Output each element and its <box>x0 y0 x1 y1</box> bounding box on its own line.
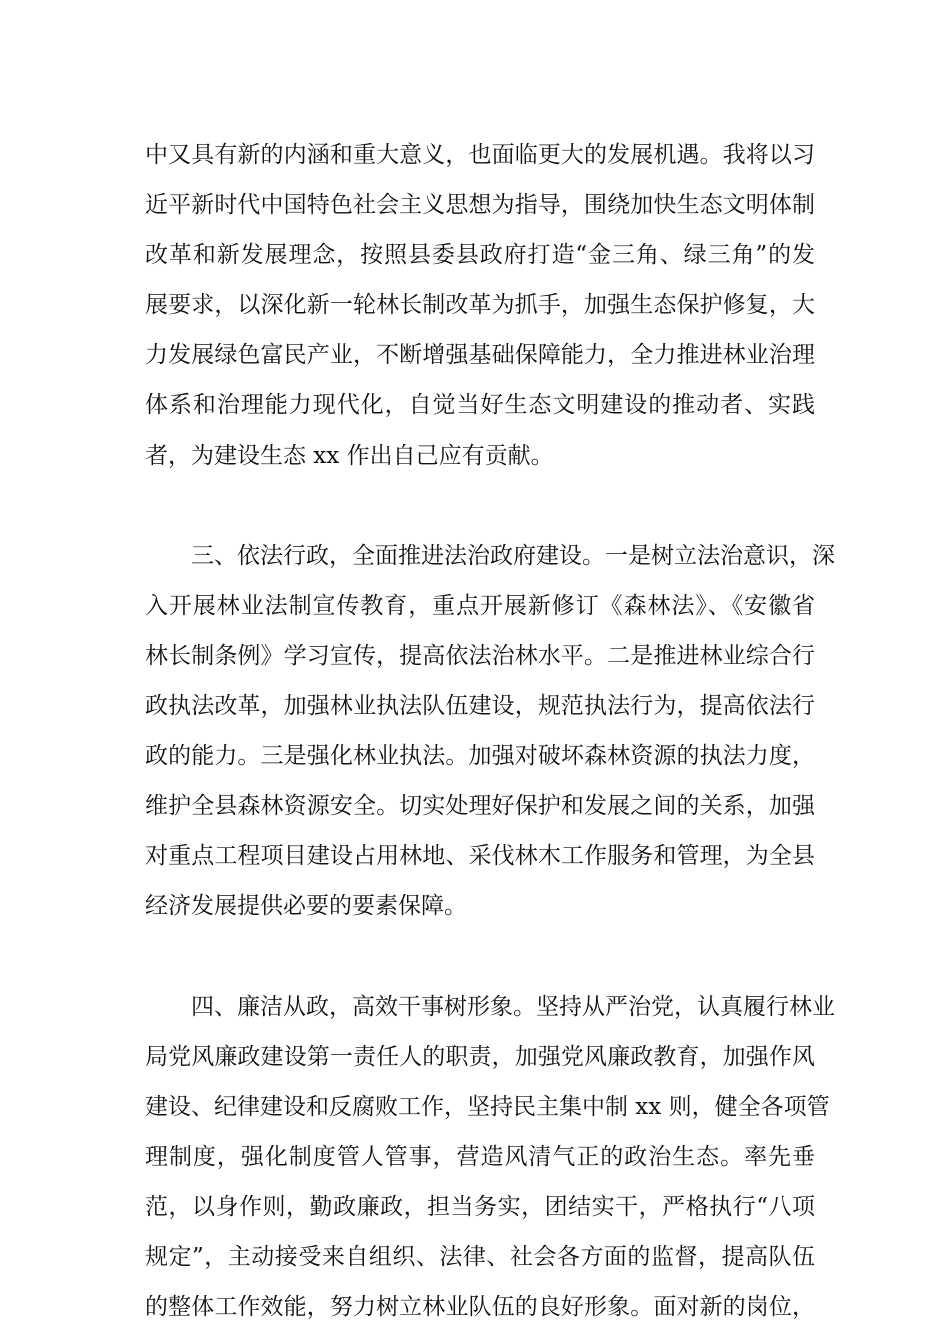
text-line: 的整体工作效能，努力树立林业队伍的良好形象。面对新的岗位， <box>145 1294 815 1321</box>
text-line: 展要求，以深化新一轮林长制改革为抓手，加强生态保护修复，大 <box>145 292 815 319</box>
text-line: 经济发展提供必要的要素保障。 <box>145 893 467 920</box>
paragraph-section-three <box>145 531 835 932</box>
text-line: 维护全县森林资源安全。切实处理好保护和发展之间的关系，加强 <box>145 793 815 820</box>
paragraph-section-four <box>145 982 835 1333</box>
text-line: 体系和治理能力现代化，自觉当好生态文明建设的推动者、实践 <box>145 392 815 419</box>
text-line: 中又具有新的内涵和重大意义，也面临更大的发展机遇。我将以习 <box>145 142 815 168</box>
text-line: 力发展绿色富民产业，不断增强基础保障能力，全力推进林业治理 <box>145 342 815 369</box>
paragraph-gap <box>145 481 815 531</box>
text-line: 范，以身作则，勤政廉政，担当务实，团结实干，严格执行“八项 <box>145 1193 815 1220</box>
text-line: 政执法改革，加强林业执法队伍建设，规范执法行为，提高依法行 <box>145 693 815 720</box>
text-line: 改革和新发展理念，按照县委县政府打造“金三角、绿三角”的发 <box>145 242 815 269</box>
text-line: 理制度，强化制度管人管事，营造风清气正的政治生态。率先垂 <box>145 1143 815 1170</box>
text-line: 者，为建设生态 xx 作出自己应有贡献。 <box>145 442 554 469</box>
paragraph-gap <box>145 932 815 982</box>
text-line: 林长制条例》学习宣传，提高依法治林水平。二是推进林业综合行 <box>145 642 815 669</box>
text-line: 局党风廉政建设第一责任人的职责，加强党风廉政教育，加强作风 <box>145 1043 815 1070</box>
text-line: 四、廉洁从政，高效干事树形象。坚持从严治党，认真履行林业 <box>191 993 835 1020</box>
text-line: 规定”，主动接受来自组织、法律、社会各方面的监督，提高队伍 <box>145 1244 815 1271</box>
text-line: 政的能力。三是强化林业执法。加强对破坏森林资源的执法力度， <box>145 743 815 770</box>
text-line: 入开展林业法制宣传教育，重点开展新修订《森林法》、《安徽省 <box>145 592 815 619</box>
text-line: 对重点工程项目建设占用林地、采伐林木工作服务和管理，为全县 <box>145 843 815 870</box>
text-line: 三、依法行政，全面推进法治政府建设。一是树立法治意识，深 <box>191 542 835 569</box>
document-body <box>145 130 835 1332</box>
paragraph-continuation <box>145 130 815 481</box>
text-line: 建设、纪律建设和反腐败工作，坚持民主集中制 xx 则，健全各项管 <box>145 1093 830 1120</box>
text-line: 近平新时代中国特色社会主义思想为指导，围绕加快生态文明体制 <box>145 192 815 219</box>
